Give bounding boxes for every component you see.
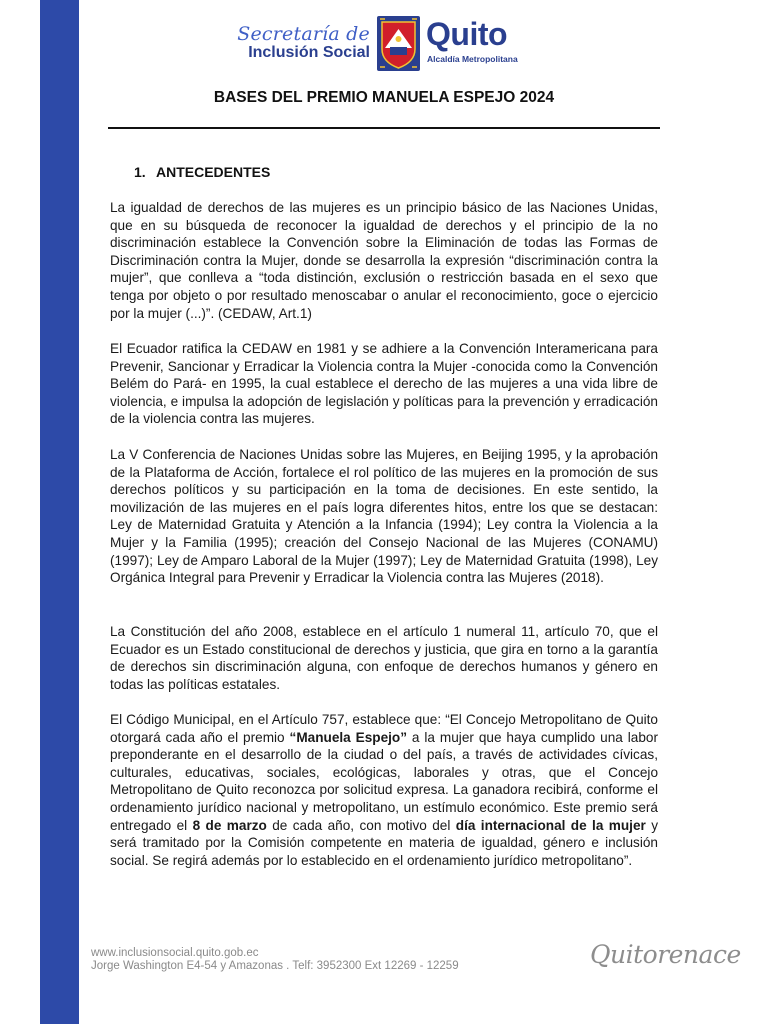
p5-date: 8 de marzo [192,817,267,833]
paragraph-cedaw: La igualdad de derechos de las mujeres es un principio básico de las Naciones Unidas, que en su búsqueda de reconocer la igualdad de derechos y el principio de la no discriminación establece la Convención sobre la Eliminación de todas las Formas de Discriminación contra la Mujer, donde se desarrolla la expresión “discriminación contra la mujer”, que conlleva a “toda distinción, exclusión o restricción basada en el sexo que tenga por objeto o por resultado menoscabar o anular el reconocimiento, goce o ejercicio por la mujer (...)”. (CEDAW, Art.1) [110,200,658,321]
paragraph-constitucion: La Constitución del año 2008, establece en el artículo 1 numeral 11, artículo 70, que el Ecuador es un Estado constitucional de derechos y justicia, que gira en torno a la garantía de derechos sin discriminación alguna, con enfoque de derechos humanos y género en todas las políticas estatales. [110,624,658,692]
secretaria-logo-script: Secretaría de [237,23,370,45]
p5-premio-name: “Manuela Espejo” [289,729,408,745]
paragraph-beijing: La V Conferencia de Naciones Unidas sobre las Mujeres, en Beijing 1995, y la aprobación de la Plataforma de Acción, fortalece el rol político de las mujeres en la promoción de sus derechos políticos y su participación en la toma de decisiones. En este sentido, la movilización de las mujeres en el país logra diferentes hitos, entre los que se destacan: Ley de Maternidad Gratuita y Atención a la Infancia (1994); Ley contra la Violencia a la Mujer y la Familia (1995); creación del Consejo Nacional de las Mujeres (CONAMU) (1997); Ley de Amparo Laboral de la Mujer (1997); Ley de Maternidad Gratuita (1998), Ley Orgánica Integral para Prevenir y Erradicar la Violencia contra las Mujeres (2018). [110,447,658,586]
p5-text-a: El Código Municipal, en el Artículo 757, establece que: “El Concejo Metropolitano de Quito otorgará cada año el premio [110,712,658,745]
document-title: BASES DEL PREMIO MANUELA ESPEJO 2024 [213,89,555,106]
footer-slogan: Quitorenace [590,940,741,969]
title-divider [108,127,660,129]
p5-dia-internacional: día internacional de la mujer [455,817,646,833]
secretaria-logo-bold: Inclusión Social [248,44,370,61]
p5-text-e: de cada año, con motivo del [266,817,456,833]
secretaria-logo [222,25,370,65]
section-number: 1. [134,164,146,180]
footer-website: www.inclusionsocial.quito.gob.ec [91,947,259,959]
paragraph-ecuador-ratifica: El Ecuador ratifica la CEDAW en 1981 y se adhiere a la Convención Interamericana para Prevenir, Sancionar y Erradicar la Violencia contra la Mujer -conocida como la Convención Belém do Pará- en 1995, la cual establece el derecho de las mujeres a una vida libre de violencia, e impulsa la adopción de legislación y políticas para la prevención y erradicación de la violencia contra las mujeres. [110,341,658,427]
section-title: ANTECEDENTES [156,164,271,180]
p5-text-g: y será tramitado por la Comisión competente en materia de igualdad, género e inclusión social. Se regirá además por lo establecido en el ordenamiento jurídico metropolitano”. [110,817,659,868]
quito-shield-icon [376,15,421,72]
section-heading [134,164,270,180]
left-accent-bar [40,0,79,1024]
quito-logo-word: Quito [426,16,508,52]
quito-logo-subtitle: Alcaldía Metropolitana [427,54,518,64]
footer-address: Jorge Washington E4-54 y Amazonas . Telf: 3952300 Ext 12269 - 12259 [91,960,459,972]
p5-text-c: a la mujer que haya cumplido una labor preponderante en el desarrollo de la ciudad o del país, a través de actividades cívicas, culturales, educativas, sociales, ecológicas, laborales y otras, que el Concejo Metropolitano de Quito reconozca por solicitud expresa. La ganadora recibirá, conforme el ordenamiento jurídico nacional y metropolitano, un estímulo económico. Este premio será entregado el [110,729,658,833]
quito-logo [426,16,566,66]
paragraph-codigo-municipal [110,711,658,869]
